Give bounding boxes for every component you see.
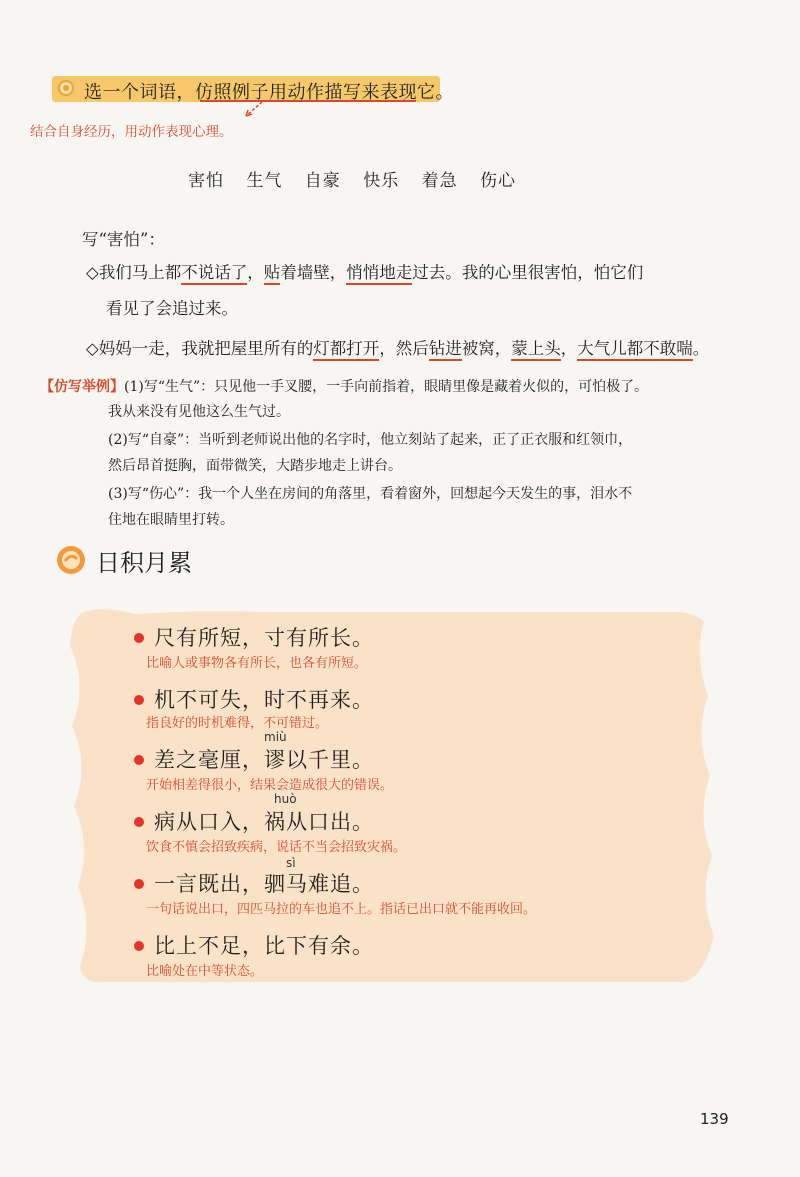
section-title: 日积月累	[96, 549, 192, 577]
idiom-explanation: 一句话说出口，四匹马拉的车也追不上。指话已出口就不能再收回。	[146, 902, 537, 917]
example-paragraph-1-continued: 看见了会追过来。	[106, 299, 238, 318]
example-paragraph-1	[86, 262, 746, 284]
page-number: 139	[700, 1110, 729, 1128]
imitation-line: 我从来没有见他这么生气过。	[108, 404, 290, 420]
red-bullet-icon	[134, 633, 144, 643]
example-text: ，	[560, 339, 578, 358]
imitation-line: 然后昂首挺胸，面带微笑，大踏步地走上讲台。	[108, 458, 402, 474]
example-text: ，	[247, 263, 264, 282]
idiom-item	[134, 622, 374, 652]
example-text: 被窝，	[461, 339, 512, 358]
idiom-text: 差之毫厘，谬以千里。	[154, 748, 374, 772]
idiom-text: 机不可失，时不再来。	[154, 688, 374, 712]
example-paragraph-2	[86, 338, 776, 360]
example-text: 。	[692, 339, 710, 358]
idiom-explanation: 比喻人或事物各有所长，也各有所短。	[146, 656, 368, 671]
underlined-action: 蒙上头	[511, 339, 561, 361]
example-text: 过去。我的心里很害怕，怕它们	[412, 263, 644, 282]
idiom-explanation: 指良好的时机难得，不可错过。	[146, 716, 329, 731]
underlined-action: 钻进	[429, 339, 462, 361]
underlined-action: 不说话了	[181, 263, 247, 285]
underlined-action: 悄悄地走	[346, 263, 412, 285]
underlined-action: 贴	[264, 263, 281, 285]
idiom-text: 一言既出，驷马难追。	[154, 872, 374, 896]
idiom-explanation: 饮食不慎会招致疾病，说话不当会招致灾祸。	[146, 840, 407, 855]
example-text: ，然后	[379, 339, 429, 358]
imitation-line: (3)写“伤心”：我一个人坐在房间的角落里，看着窗外，回想起今天发生的事，泪水不	[108, 486, 633, 502]
idiom-explanation: 比喻处在中等状态。	[146, 964, 264, 979]
pinyin-annotation: huò	[274, 792, 297, 806]
pinyin-annotation: sì	[286, 856, 296, 870]
idiom-item	[134, 806, 374, 836]
idiom-text: 比上不足，比下有余。	[154, 934, 374, 958]
idiom-item	[134, 868, 374, 898]
red-bullet-icon	[134, 755, 144, 765]
imitation-tag: 【仿写举例】	[40, 379, 124, 395]
idiom-text: 尺有所短，寸有所长。	[154, 626, 374, 650]
idiom-item	[134, 744, 374, 774]
imitation-line: (1)写“生气”：只见他一手叉腰，一手向前指着，眼睛里像是藏着火似的，可怕极了。	[124, 379, 649, 395]
red-bullet-icon	[134, 879, 144, 889]
hint-arrow-icon	[240, 100, 266, 120]
flower-bullet-icon	[58, 80, 74, 96]
idiom-text: 病从口入，祸从口出。	[154, 810, 374, 834]
task-underline	[200, 100, 416, 102]
write-label: 写“害怕”：	[82, 230, 165, 249]
example-text: 着墙壁，	[280, 263, 347, 282]
example-text: ◇我们马上都	[86, 263, 182, 282]
imitation-line: 住地在眼睛里打转。	[108, 512, 234, 528]
example-text: ◇妈妈一走，我就把屋里所有的	[86, 339, 314, 358]
task-hint: 结合自身经历，用动作表现心理。	[30, 124, 233, 140]
red-bullet-icon	[134, 695, 144, 705]
word-list: 害怕 生气 自豪 快乐 着急 伤心	[188, 171, 517, 191]
red-bullet-icon	[134, 817, 144, 827]
red-bullet-icon	[134, 941, 144, 951]
section-flower-icon	[56, 545, 86, 575]
idiom-explanation: 开始相差得很小，结果会造成很大的错误。	[146, 778, 394, 793]
task-instruction: 选一个词语，仿照例子用动作描写来表现它。	[84, 82, 454, 103]
underlined-action: 大气儿都不敢喘	[577, 339, 693, 361]
pinyin-annotation: miù	[264, 730, 287, 744]
idiom-item	[134, 930, 374, 960]
imitation-line: (2)写“自豪”：当听到老师说出他的名字时，他立刻站了起来，正了正衣服和红领巾，	[108, 432, 633, 448]
underlined-action: 灯都打开	[313, 339, 379, 361]
idiom-item	[134, 684, 374, 714]
